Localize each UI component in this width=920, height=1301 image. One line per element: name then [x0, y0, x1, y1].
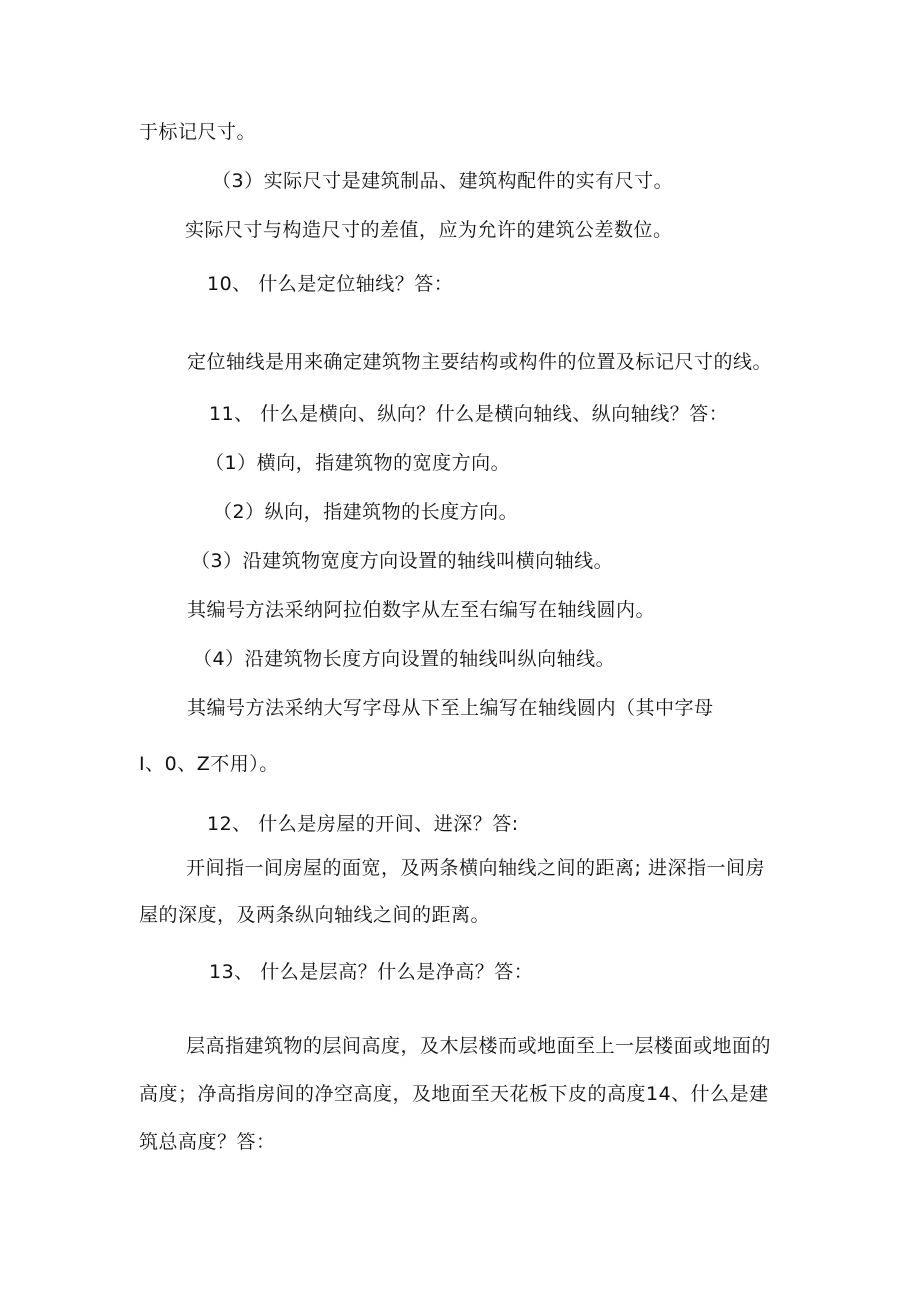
- answer-13-line-1: 层高指建筑物的层间高度，及木层楼而或地面至上一层楼面或地面的: [186, 1035, 772, 1057]
- text-line-item-3-actual-size: （3）实际尺寸是建筑制品、建筑构配件的实有尺寸。: [212, 170, 674, 192]
- answer-11-item-3: （3）沿建筑物宽度方向设置的轴线叫横向轴线。: [191, 550, 614, 572]
- question-11: 11、 什么是横向、纵向？什么是横向轴线、纵向轴线？答：: [209, 403, 729, 425]
- text-line-continuation: 于标记尺寸。: [139, 121, 257, 143]
- answer-11-item-1: （1）横向，指建筑物的宽度方向。: [205, 452, 511, 474]
- answer-13-line-2: 高度；净高指房间的净空高度，及地面至天花板下皮的高度14、什么是建: [139, 1083, 769, 1105]
- question-13: 13、 什么是层高？什么是净高？答：: [209, 961, 534, 983]
- answer-11-item-4-numbering-cont: I、0、Z不用）。: [139, 753, 279, 775]
- text-line-tolerance: 实际尺寸与构造尺寸的差值，应为允许的建筑公差数位。: [185, 219, 673, 241]
- answer-12-line-1: 开间指一间房屋的面宽，及两条横向轴线之间的距离; 进深指一间房: [186, 857, 765, 879]
- answer-10: 定位轴线是用来确定建筑物主要结构或构件的位置及标记尺寸的线。: [187, 351, 773, 373]
- answer-13-line-3: 筑总高度？答：: [139, 1131, 276, 1153]
- answer-11-item-2: （2）纵向，指建筑物的长度方向。: [213, 501, 519, 523]
- question-12: 12、 什么是房屋的开间、进深？答:: [207, 813, 519, 835]
- answer-11-item-4: （4）沿建筑物长度方向设置的轴线叫纵向轴线。: [193, 648, 616, 670]
- answer-11-item-4-numbering: 其编号方法采纳大写字母从下至上编写在轴线圆内（其中字母: [187, 697, 714, 719]
- question-10: 10、 什么是定位轴线？答：: [207, 273, 454, 295]
- answer-11-item-3-numbering: 其编号方法采纳阿拉伯数字从左至右编写在轴线圆内。: [187, 599, 656, 621]
- answer-12-line-2: 屋的深度，及两条纵向轴线之间的距离。: [139, 904, 491, 926]
